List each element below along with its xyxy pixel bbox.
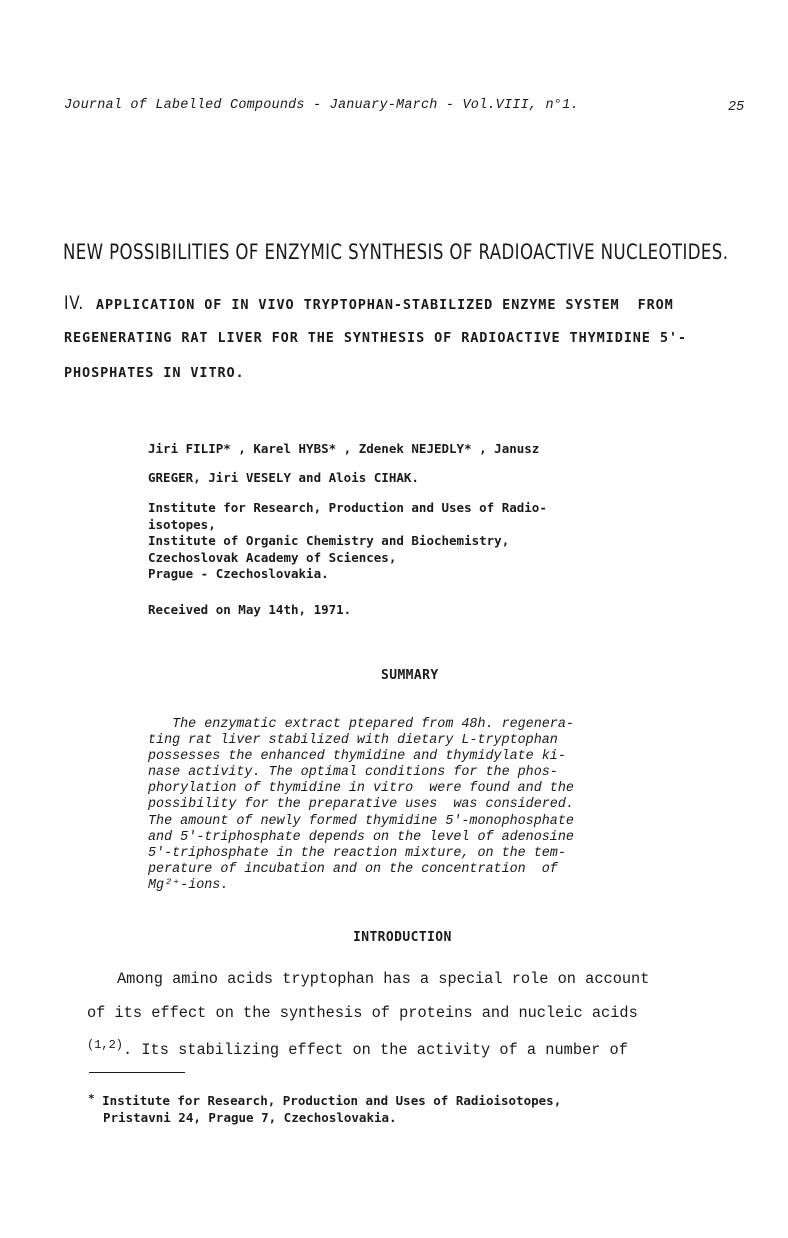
received-date: Received on May 14th, 1971. [148, 602, 352, 617]
authors-line-2: GREGER, Jiri VESELY and Alois CIHAK. [148, 470, 419, 485]
summary-line: and 5'-triphosphate depends on the level of adenosine [148, 829, 574, 845]
introduction-line-3 [87, 1038, 628, 1059]
footnote-line-2: Pristavni 24, Prague 7, Czechoslovakia. [88, 1110, 397, 1125]
summary-line: Mg²⁺-ions. [148, 877, 229, 893]
subtitle-line-1 [64, 292, 674, 314]
footnote-text: Institute for Research, Production and Uses of Radioisotopes, [94, 1093, 562, 1108]
summary-line: 5'-triphosphate in the reaction mixture, on the tem- [148, 845, 566, 861]
footnote-line-1 [88, 1090, 561, 1109]
subtitle-line-3: PHOSPHATES IN VITRO. [64, 365, 245, 381]
affiliation-line: Institute of Organic Chemistry and Biochemistry, [148, 533, 510, 548]
footnote [88, 1090, 561, 1126]
part-number: IV. [64, 292, 84, 314]
introduction-line-2: of its effect on the synthesis of proteins and nucleic acids [87, 1004, 638, 1022]
page-number: 25 [728, 100, 745, 115]
introduction-heading: INTRODUCTION [353, 930, 452, 945]
summary-line: ting rat liver stabilized with dietary L-tryptophan [148, 733, 558, 749]
summary-line: perature of incubation and on the concentration of [148, 861, 558, 877]
summary-line: The enzymatic extract ptepared from 48h. regenera- [148, 717, 574, 732]
summary-line: nase activity. The optimal conditions for the phos- [148, 765, 558, 781]
footnote-divider [89, 1072, 185, 1073]
affiliation-line: Prague - Czechoslovakia. [148, 566, 329, 581]
running-head: Journal of Labelled Compounds - January-March - Vol.VIII, n°1. [64, 98, 579, 113]
affiliation-line: Institute for Research, Production and Uses of Radio- [148, 500, 547, 515]
introduction-line-3-text: . Its stabilizing effect on the activity of a number of [123, 1041, 628, 1060]
footnote-marker: * [88, 1092, 95, 1105]
affiliation [148, 500, 547, 583]
introduction-line-1: Among amino acids tryptophan has a special role on account [117, 970, 650, 988]
subtitle-line-2: REGENERATING RAT LIVER FOR THE SYNTHESIS OF RADIOACTIVE THYMIDINE 5'- [64, 330, 687, 346]
summary-heading: SUMMARY [381, 668, 439, 683]
summary-line: possibility for the preparative uses was considered. [148, 797, 574, 813]
article-title: NEW POSSIBILITIES OF ENZYMIC SYNTHESIS OF RADIOACTIVE NUCLEOTIDES. [63, 240, 729, 264]
summary-line: possesses the enhanced thymidine and thymidylate ki- [148, 749, 566, 765]
affiliation-line: Czechoslovak Academy of Sciences, [148, 549, 397, 565]
summary-line: phorylation of thymidine in vitro were found and the [148, 781, 574, 797]
authors-line-1: Jiri FILIP* , Karel HYBS* , Zdenek NEJEDLY* , Janusz [148, 441, 540, 456]
subtitle-line-1-text: APPLICATION OF IN VIVO TRYPTOPHAN-STABILIZED ENZYME SYSTEM FROM [86, 297, 674, 313]
summary-line: The amount of newly formed thymidine 5'-monophosphate [148, 813, 574, 829]
citation-reference: (1,2) [87, 1038, 124, 1052]
affiliation-line: isotopes, [148, 516, 216, 532]
summary-text [148, 717, 574, 894]
